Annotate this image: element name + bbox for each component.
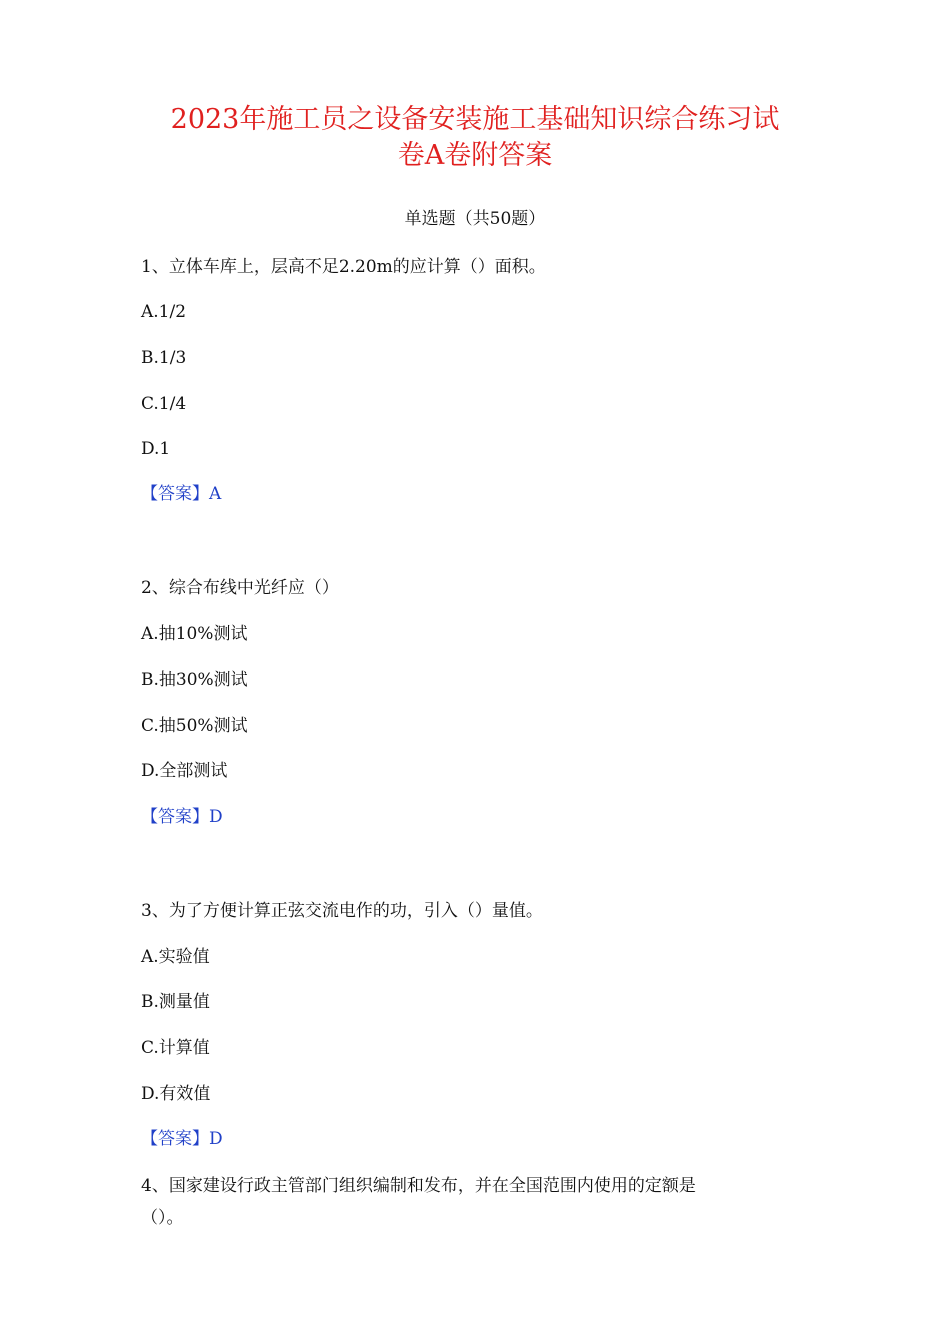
question-3-option-d: D.有效值 [141,1084,211,1104]
title-line-1: 2023年施工员之设备安装施工基础知识综合练习试 [170,104,780,135]
question-1-stem: 1、立体车库上，层高不足2.20m的应计算（）面积。 [141,257,546,277]
question-1-option-c: C.1/4 [141,394,187,414]
question-4-stem-line-1: 4、国家建设行政主管部门组织编制和发布，并在全国范围内使用的定额是 [141,1176,696,1196]
question-1-option-a: A.1/2 [141,302,187,322]
question-3-stem: 3、为了方便计算正弦交流电作的功，引入（）量值。 [141,901,543,921]
question-2-option-a: A.抽10%测试 [141,624,248,644]
question-3-option-c: C.计算值 [141,1038,210,1058]
section-heading: 单选题（共50题） [404,209,546,229]
question-1-option-d: D.1 [141,439,171,459]
question-1-option-b: B.1/3 [141,348,187,368]
question-3-answer: 【答案】D [141,1129,223,1149]
question-2-option-d: D.全部测试 [141,761,228,781]
question-3-option-b: B.测量值 [141,992,210,1012]
question-2-answer: 【答案】D [141,807,223,827]
question-2-stem: 2、综合布线中光纤应（） [141,578,339,598]
question-2-option-b: B.抽30%测试 [141,670,248,690]
title-line-2: 卷A卷附答案 [397,140,553,171]
question-1-answer: 【答案】A [141,484,222,504]
document-title [120,102,830,174]
question-4-stem-line-2: （）。 [141,1208,184,1228]
question-3-option-a: A.实验值 [141,947,210,967]
question-2-option-c: C.抽50%测试 [141,716,248,736]
